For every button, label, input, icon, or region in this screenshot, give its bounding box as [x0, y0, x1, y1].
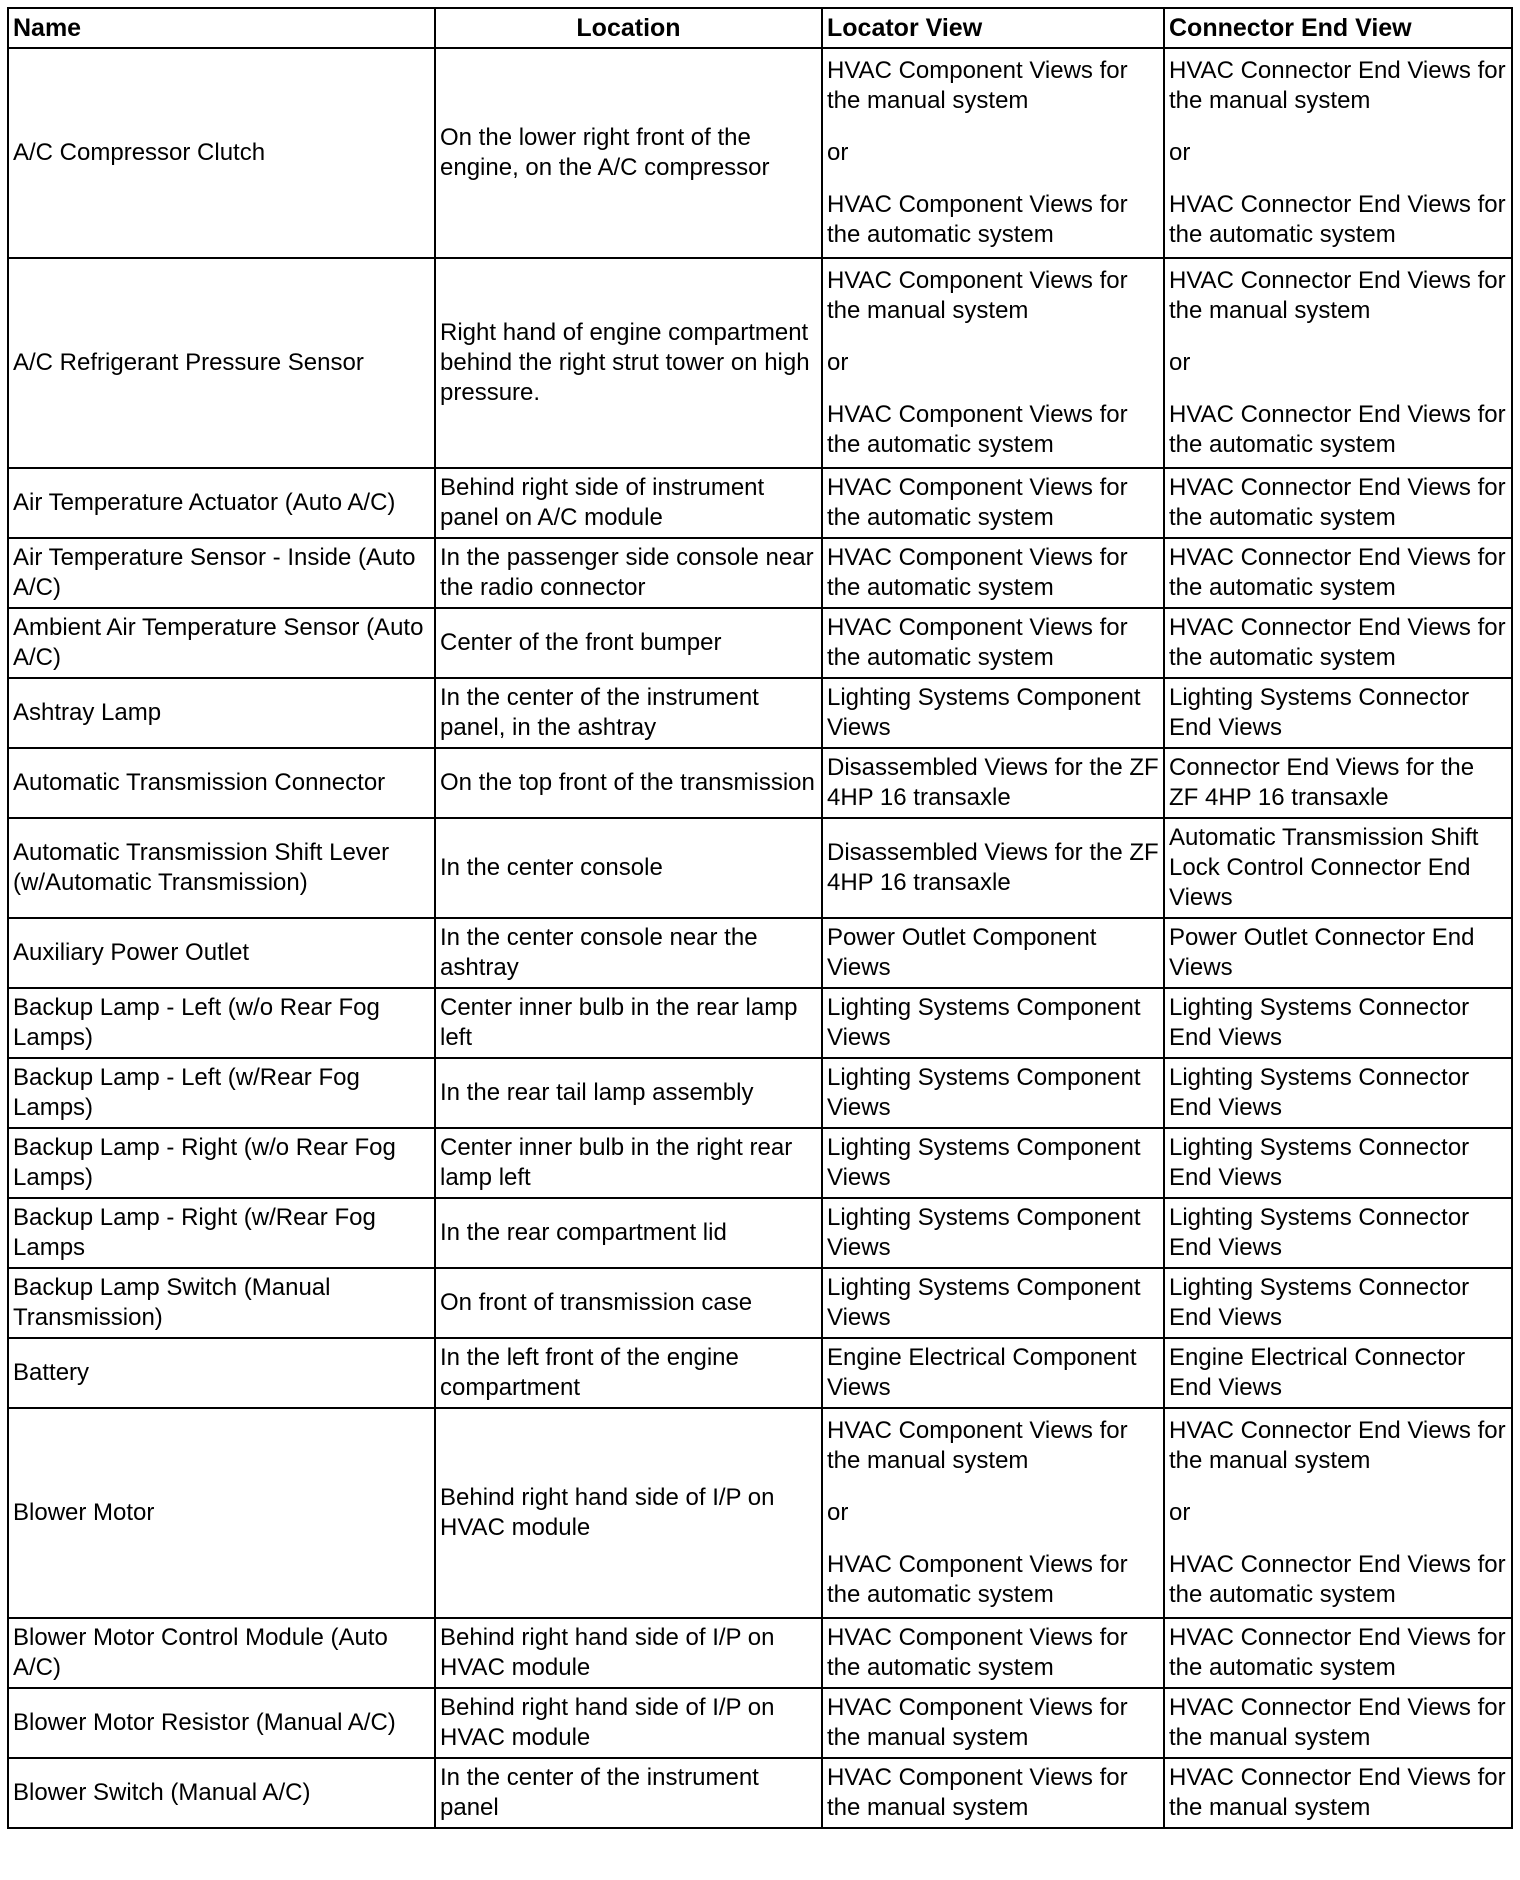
cell-locator-view[interactable]: HVAC Component Views for the manual system: [822, 1688, 1164, 1758]
table-row: [8, 1618, 1512, 1688]
header-locator-view: Locator View: [822, 8, 1164, 48]
cell-name: Battery: [8, 1338, 435, 1408]
cell-connector-end-view[interactable]: Automatic Transmission Shift Lock Control Connector End Views: [1164, 818, 1512, 918]
table-row: [8, 678, 1512, 748]
cell-locator-view: [822, 48, 1164, 258]
cell-name: Blower Motor: [8, 1408, 435, 1618]
cell-location: In the center console: [435, 818, 822, 918]
table-row: [8, 1128, 1512, 1198]
cell-location: In the center console near the ashtray: [435, 918, 822, 988]
table-row: [8, 258, 1512, 468]
or-text: or: [827, 139, 849, 166]
table-row: [8, 1198, 1512, 1268]
header-name: Name: [8, 8, 435, 48]
cell-connector-end-view[interactable]: Connector End Views for the ZF 4HP 16 transaxle: [1164, 748, 1512, 818]
locator-link[interactable]: HVAC Component Views for the automatic system: [827, 401, 1128, 458]
locator-link[interactable]: HVAC Component Views for the manual system: [827, 267, 1128, 324]
header-location: Location: [435, 8, 822, 48]
or-text: or: [1169, 349, 1191, 376]
cell-locator-view[interactable]: Lighting Systems Component Views: [822, 678, 1164, 748]
cell-location: In the rear compartment lid: [435, 1198, 822, 1268]
cell-name: Backup Lamp - Right (w/o Rear Fog Lamps): [8, 1128, 435, 1198]
cell-locator-view: [822, 258, 1164, 468]
cell-location: On the top front of the transmission: [435, 748, 822, 818]
cell-connector-end-view[interactable]: Power Outlet Connector End Views: [1164, 918, 1512, 988]
or-text: or: [827, 1499, 849, 1526]
connector-link[interactable]: HVAC Connector End Views for the manual system: [1169, 1417, 1506, 1474]
cell-name: Ashtray Lamp: [8, 678, 435, 748]
cell-locator-view[interactable]: Engine Electrical Component Views: [822, 1338, 1164, 1408]
cell-name: Air Temperature Actuator (Auto A/C): [8, 468, 435, 538]
cell-locator-view[interactable]: HVAC Component Views for the automatic system: [822, 1618, 1164, 1688]
cell-name: Blower Switch (Manual A/C): [8, 1758, 435, 1828]
cell-locator-view[interactable]: Lighting Systems Component Views: [822, 988, 1164, 1058]
table-row: [8, 1688, 1512, 1758]
cell-connector-end-view[interactable]: Lighting Systems Connector End Views: [1164, 1128, 1512, 1198]
cell-name: Blower Motor Resistor (Manual A/C): [8, 1688, 435, 1758]
table-row: [8, 1408, 1512, 1618]
cell-name: Air Temperature Sensor - Inside (Auto A/C): [8, 538, 435, 608]
cell-name: Automatic Transmission Shift Lever (w/Automatic Transmission): [8, 818, 435, 918]
cell-location: In the left front of the engine compartment: [435, 1338, 822, 1408]
cell-locator-view[interactable]: Lighting Systems Component Views: [822, 1268, 1164, 1338]
cell-connector-end-view: [1164, 48, 1512, 258]
cell-locator-view[interactable]: HVAC Component Views for the automatic system: [822, 468, 1164, 538]
cell-connector-end-view[interactable]: Engine Electrical Connector End Views: [1164, 1338, 1512, 1408]
connector-link[interactable]: HVAC Connector End Views for the manual system: [1169, 267, 1506, 324]
cell-location: Right hand of engine compartment behind the right strut tower on high pressure.: [435, 258, 822, 468]
or-text: or: [1169, 139, 1191, 166]
cell-location: On front of transmission case: [435, 1268, 822, 1338]
cell-locator-view[interactable]: Lighting Systems Component Views: [822, 1128, 1164, 1198]
table-row: [8, 468, 1512, 538]
cell-location: Center of the front bumper: [435, 608, 822, 678]
cell-connector-end-view[interactable]: Lighting Systems Connector End Views: [1164, 678, 1512, 748]
cell-name: Backup Lamp Switch (Manual Transmission): [8, 1268, 435, 1338]
connector-link[interactable]: HVAC Connector End Views for the manual system: [1169, 57, 1506, 114]
table-row: [8, 1758, 1512, 1828]
cell-locator-view[interactable]: Disassembled Views for the ZF 4HP 16 transaxle: [822, 748, 1164, 818]
cell-location: On the lower right front of the engine, on the A/C compressor: [435, 48, 822, 258]
cell-location: In the center of the instrument panel, in the ashtray: [435, 678, 822, 748]
cell-locator-view[interactable]: Disassembled Views for the ZF 4HP 16 transaxle: [822, 818, 1164, 918]
cell-connector-end-view[interactable]: Lighting Systems Connector End Views: [1164, 988, 1512, 1058]
cell-locator-view[interactable]: Lighting Systems Component Views: [822, 1058, 1164, 1128]
locator-link[interactable]: HVAC Component Views for the automatic system: [827, 191, 1128, 248]
cell-name: A/C Compressor Clutch: [8, 48, 435, 258]
or-text: or: [827, 349, 849, 376]
table-row: [8, 1338, 1512, 1408]
cell-connector-end-view[interactable]: HVAC Connector End Views for the automatic system: [1164, 608, 1512, 678]
cell-name: Auxiliary Power Outlet: [8, 918, 435, 988]
cell-name: Backup Lamp - Left (w/o Rear Fog Lamps): [8, 988, 435, 1058]
table-row: [8, 818, 1512, 918]
cell-connector-end-view[interactable]: HVAC Connector End Views for the manual system: [1164, 1688, 1512, 1758]
table-row: [8, 48, 1512, 258]
cell-connector-end-view[interactable]: Lighting Systems Connector End Views: [1164, 1268, 1512, 1338]
cell-connector-end-view[interactable]: HVAC Connector End Views for the manual system: [1164, 1758, 1512, 1828]
cell-locator-view[interactable]: HVAC Component Views for the automatic system: [822, 608, 1164, 678]
cell-locator-view[interactable]: HVAC Component Views for the manual system: [822, 1758, 1164, 1828]
table-row: [8, 538, 1512, 608]
or-text: or: [1169, 1499, 1191, 1526]
cell-name: Blower Motor Control Module (Auto A/C): [8, 1618, 435, 1688]
cell-connector-end-view[interactable]: HVAC Connector End Views for the automatic system: [1164, 468, 1512, 538]
cell-name: Backup Lamp - Left (w/Rear Fog Lamps): [8, 1058, 435, 1128]
cell-locator-view[interactable]: Lighting Systems Component Views: [822, 1198, 1164, 1268]
table-header-row: [8, 8, 1512, 48]
cell-name: Automatic Transmission Connector: [8, 748, 435, 818]
cell-connector-end-view[interactable]: HVAC Connector End Views for the automatic system: [1164, 1618, 1512, 1688]
cell-connector-end-view: [1164, 1408, 1512, 1618]
table-row: [8, 918, 1512, 988]
cell-connector-end-view: [1164, 258, 1512, 468]
cell-connector-end-view[interactable]: HVAC Connector End Views for the automatic system: [1164, 538, 1512, 608]
table-row: [8, 608, 1512, 678]
cell-connector-end-view[interactable]: Lighting Systems Connector End Views: [1164, 1198, 1512, 1268]
cell-name: A/C Refrigerant Pressure Sensor: [8, 258, 435, 468]
component-locator-page: [7, 7, 1511, 1829]
cell-location: Behind right hand side of I/P on HVAC module: [435, 1688, 822, 1758]
locator-link[interactable]: HVAC Component Views for the manual system: [827, 57, 1128, 114]
cell-location: In the center of the instrument panel: [435, 1758, 822, 1828]
connector-link[interactable]: HVAC Connector End Views for the automatic system: [1169, 191, 1506, 248]
connector-link[interactable]: HVAC Connector End Views for the automatic system: [1169, 401, 1506, 458]
cell-location: In the rear tail lamp assembly: [435, 1058, 822, 1128]
cell-locator-view[interactable]: HVAC Component Views for the automatic system: [822, 538, 1164, 608]
cell-location: In the passenger side console near the radio connector: [435, 538, 822, 608]
locator-link[interactable]: HVAC Component Views for the manual system: [827, 1417, 1128, 1474]
table-row: [8, 1058, 1512, 1128]
cell-location: Behind right hand side of I/P on HVAC module: [435, 1408, 822, 1618]
cell-location: Center inner bulb in the rear lamp left: [435, 988, 822, 1058]
table-row: [8, 1268, 1512, 1338]
cell-name: Ambient Air Temperature Sensor (Auto A/C): [8, 608, 435, 678]
header-connector-end-view: Connector End View: [1164, 8, 1512, 48]
table-row: [8, 748, 1512, 818]
cell-location: Center inner bulb in the right rear lamp left: [435, 1128, 822, 1198]
cell-locator-view: [822, 1408, 1164, 1618]
locator-link[interactable]: HVAC Component Views for the automatic system: [827, 1551, 1128, 1608]
cell-locator-view[interactable]: Power Outlet Component Views: [822, 918, 1164, 988]
cell-connector-end-view[interactable]: Lighting Systems Connector End Views: [1164, 1058, 1512, 1128]
cell-name: Backup Lamp - Right (w/Rear Fog Lamps: [8, 1198, 435, 1268]
cell-location: Behind right hand side of I/P on HVAC module: [435, 1618, 822, 1688]
component-locator-table: [7, 7, 1513, 1829]
cell-location: Behind right side of instrument panel on A/C module: [435, 468, 822, 538]
table-row: [8, 988, 1512, 1058]
connector-link[interactable]: HVAC Connector End Views for the automatic system: [1169, 1551, 1506, 1608]
